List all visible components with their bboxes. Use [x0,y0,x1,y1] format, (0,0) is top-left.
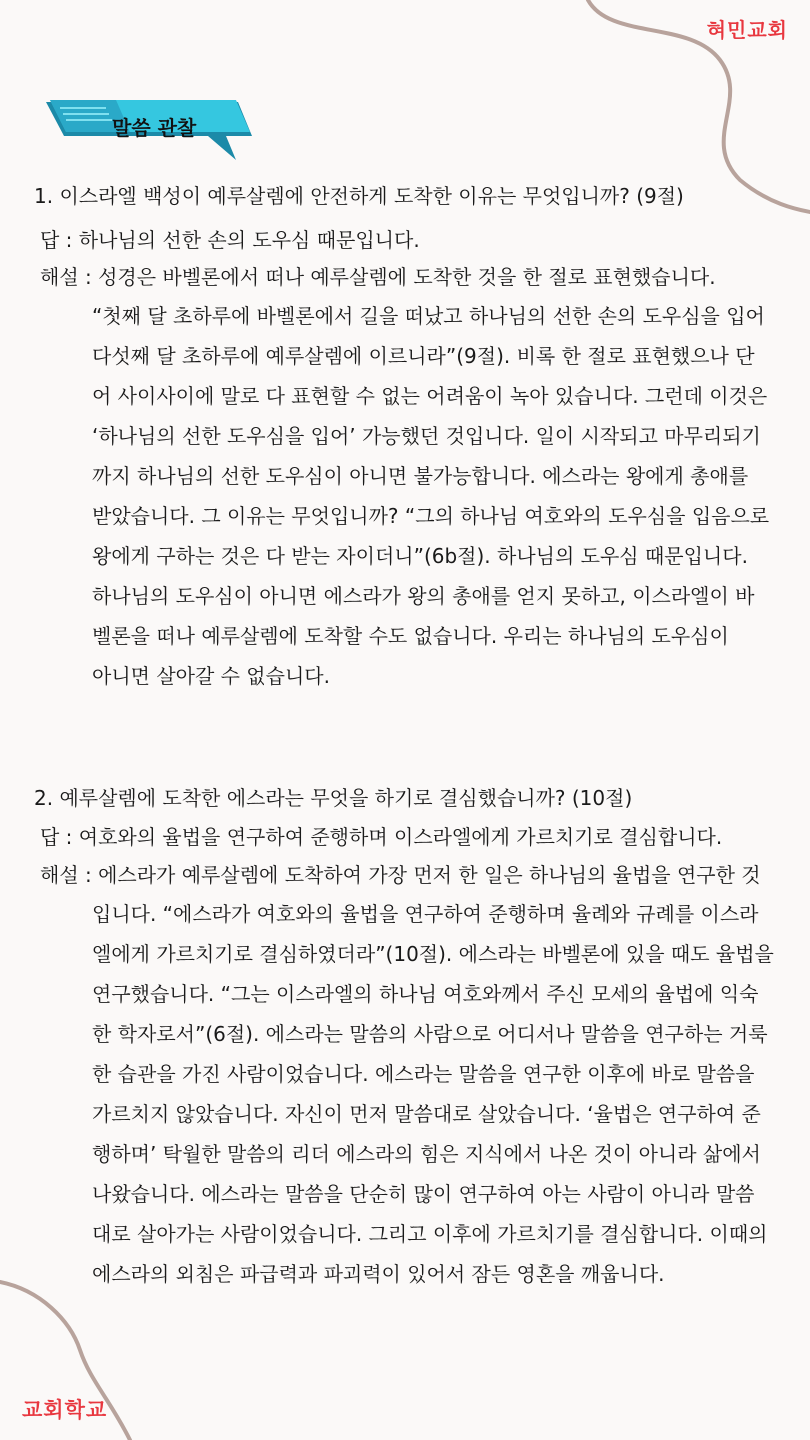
explanation-line: 벨론을 떠나 예루살렘에 도착할 수도 없습니다. 우리는 하나님의 도우심이 [92,624,729,648]
explanation-line: 엘에게 가르치기로 결심하였더라”(10절). 에스라는 바벨론에 있을 때도 율법을 [92,942,774,966]
explanation-line: 가르치지 않았습니다. 자신이 먼저 말씀대로 살았습니다. ‘율법은 연구하여 준 [92,1102,761,1126]
explanation-1-head: 해설 : 성경은 바벨론에서 떠나 예루살렘에 도착한 것을 한 절로 표현했습니다. [40,265,716,289]
banner-title: 말씀 관찰 [112,116,197,140]
answer-1: 답 : 하나님의 선한 손의 도우심 때문입니다. [40,228,420,252]
explanation-line: 받았습니다. 그 이유는 무엇입니까? “그의 하나님 여호와의 도우심을 입음으로 [92,504,770,528]
explanation-line: 한 습관을 가진 사람이었습니다. 에스라는 말씀을 연구한 이후에 바로 말씀을 [92,1062,755,1086]
question-1: 1. 이스라엘 백성이 예루살렘에 안전하게 도착한 이유는 무엇입니까? (9절) [34,184,684,208]
church-logo-top: 혀민교회 [706,18,788,42]
explanation-line: 대로 살아가는 사람이었습니다. 그리고 이후에 가르치기를 결심합니다. 이때의 [92,1222,768,1246]
explanation-line: 다섯째 달 초하루에 예루살렘에 이르니라”(9절). 비록 한 절로 표현했으나 단 [92,344,755,368]
explanation-line: 아니면 살아갈 수 없습니다. [92,664,330,688]
explanation-line: 어 사이사이에 말로 다 표현할 수 없는 어려움이 녹아 있습니다. 그런데 이것은 [92,384,768,408]
explanation-line: 연구했습니다. “그는 이스라엘의 하나님 여호와께서 주신 모세의 율법에 익숙 [92,982,759,1006]
explanation-line: 에스라의 외침은 파급력과 파괴력이 있어서 잠든 영혼을 깨웁니다. [92,1262,665,1286]
explanation-line: 왕에게 구하는 것은 다 받는 자이더니”(6b절). 하나님의 도우심 때문입니다. [92,544,748,568]
explanation-line: “첫째 달 초하루에 바벨론에서 길을 떠났고 하나님의 선한 손의 도우심을 입어 [92,304,765,328]
explanation-1-body [92,296,798,696]
explanation-2-head: 해설 : 에스라가 예루살렘에 도착하여 가장 먼저 한 일은 하나님의 율법을 연구한 것 [40,863,761,887]
explanation-line: ‘하나님의 선한 도우심을 입어’ 가능했던 것입니다. 일이 시작되고 마무리되기 [92,424,761,448]
explanation-line: 한 학자로서”(6절). 에스라는 말씀의 사람으로 어디서나 말씀을 연구하는 거룩 [92,1022,768,1046]
explanation-line: 나왔습니다. 에스라는 말씀을 단순히 많이 연구하여 아는 사람이 아니라 말씀 [92,1182,755,1206]
explanation-line: 까지 하나님의 선한 도우심이 아니면 불가능합니다. 에스라는 왕에게 총애를 [92,464,749,488]
explanation-2-body [92,894,798,1294]
explanation-line: 행하며’ 탁월한 말씀의 리더 에스라의 힘은 지식에서 나온 것이 아니라 삶에서 [92,1142,761,1166]
explanation-line: 입니다. “에스라가 여호와의 율법을 연구하여 준행하며 율례와 규례를 이스라 [92,902,759,926]
question-2: 2. 예루살렘에 도착한 에스라는 무엇을 하기로 결심했습니까? (10절) [34,786,633,810]
explanation-line: 하나님의 도우심이 아니면 에스라가 왕의 총애를 얻지 못하고, 이스라엘이 바 [92,584,755,608]
answer-2: 답 : 여호와의 율법을 연구하여 준행하며 이스라엘에게 가르치기로 결심합니다. [40,825,723,849]
church-school-logo-bottom: 교회학교 [22,1398,108,1422]
